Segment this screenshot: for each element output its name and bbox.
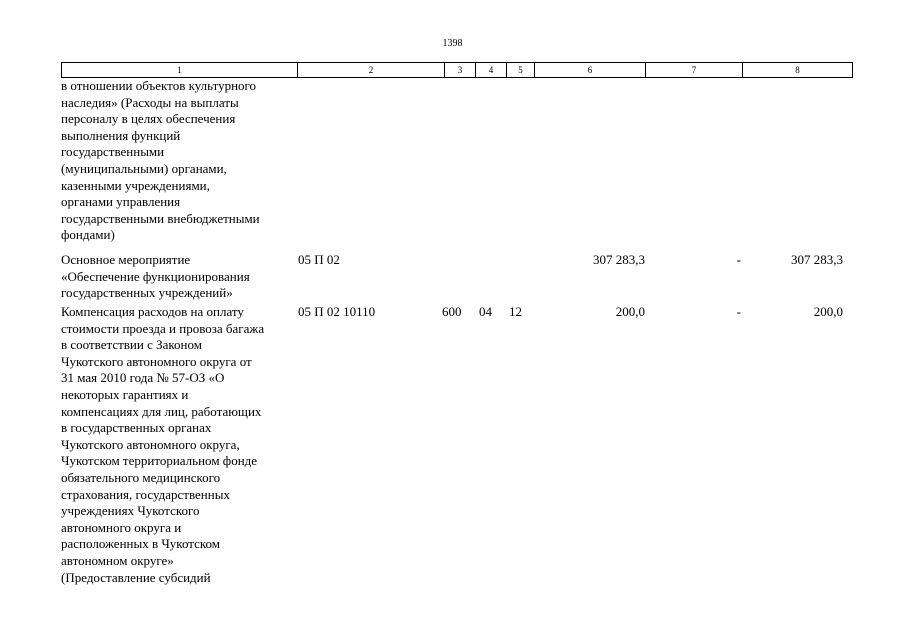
row-name-line: расположенных в Чукотском bbox=[61, 536, 221, 552]
row-name-line: некоторых гарантиях и bbox=[61, 386, 189, 402]
row-amount-8: 307 283,3 bbox=[791, 252, 843, 267]
table-header bbox=[61, 62, 853, 78]
row-amount-8: 200,0 bbox=[813, 304, 843, 319]
row-col-4: 04 bbox=[479, 304, 492, 319]
row-name-line: автономном округе» bbox=[61, 552, 174, 568]
row-name-line: государственными внебюджетными bbox=[61, 210, 260, 226]
row-name-line: в государственных органах bbox=[61, 420, 212, 436]
row-name-line: «Обеспечение функционирования bbox=[61, 268, 250, 284]
row-amount-6: 307 283,3 bbox=[593, 252, 645, 267]
row-name-line: (Предоставление субсидий bbox=[61, 569, 211, 585]
row-name-line: органами управления bbox=[61, 194, 181, 210]
row-name-line: в отношении объектов культурного bbox=[61, 78, 257, 93]
row-name-line: Компенсация расходов на оплату bbox=[61, 304, 244, 319]
row-name-line: страхования, государственных bbox=[61, 486, 230, 502]
row-name-line: стоимости проезда и провоза багажа bbox=[61, 320, 265, 336]
row-name-line: 31 мая 2010 года № 57-ОЗ «О bbox=[61, 370, 225, 386]
row-name-line: фондами) bbox=[61, 227, 115, 243]
row-name-line: государственными bbox=[61, 144, 165, 160]
row-name-line: учреждениях Чукотского bbox=[61, 503, 200, 519]
row-amount-7: - bbox=[736, 252, 741, 267]
row-name-cell bbox=[61, 78, 297, 244]
row-name-line: Основное мероприятие bbox=[61, 252, 191, 267]
row-name-line: персоналу в целях обеспечения bbox=[61, 111, 236, 127]
row-name-line: обязательного медицинского bbox=[61, 469, 221, 485]
row-name-line: Чукотском территориальном фонде bbox=[61, 453, 258, 469]
row-name-line: в соответствии с Законом bbox=[61, 337, 202, 353]
column-header-4: 4 bbox=[476, 63, 507, 77]
row-name-cell bbox=[61, 252, 297, 302]
row-code: 05 П 02 bbox=[298, 252, 340, 267]
row-name-line: государственных учреждений» bbox=[61, 285, 233, 301]
column-header-5: 5 bbox=[507, 63, 535, 77]
row-name-line: компенсациях для лиц, работающих bbox=[61, 403, 262, 419]
page-number: 1398 bbox=[442, 38, 463, 49]
column-header-6: 6 bbox=[535, 63, 646, 77]
row-name-line: Чукотского автономного округа, bbox=[61, 436, 240, 452]
row-code: 05 П 02 10110 bbox=[298, 304, 376, 319]
row-name-line: автономного округа и bbox=[61, 519, 182, 535]
column-header-7: 7 bbox=[646, 63, 743, 77]
column-header-3: 3 bbox=[445, 63, 476, 77]
row-name-line: (муниципальными) органами, bbox=[61, 160, 227, 176]
row-col-5: 12 bbox=[509, 304, 522, 319]
column-header-1: 1 bbox=[62, 63, 298, 77]
row-amount-7: - bbox=[736, 304, 741, 319]
row-name-line: Чукотского автономного округа от bbox=[61, 353, 252, 369]
row-amount-6: 200,0 bbox=[615, 304, 645, 319]
row-name-line: выполнения функций bbox=[61, 127, 181, 143]
row-col-3: 600 bbox=[442, 304, 462, 319]
row-name-line: казенными учреждениями, bbox=[61, 177, 210, 193]
row-name-cell bbox=[61, 304, 297, 586]
row-name-line: наследия» (Расходы на выплаты bbox=[61, 94, 239, 110]
column-header-2: 2 bbox=[298, 63, 445, 77]
column-header-8: 8 bbox=[743, 63, 853, 77]
